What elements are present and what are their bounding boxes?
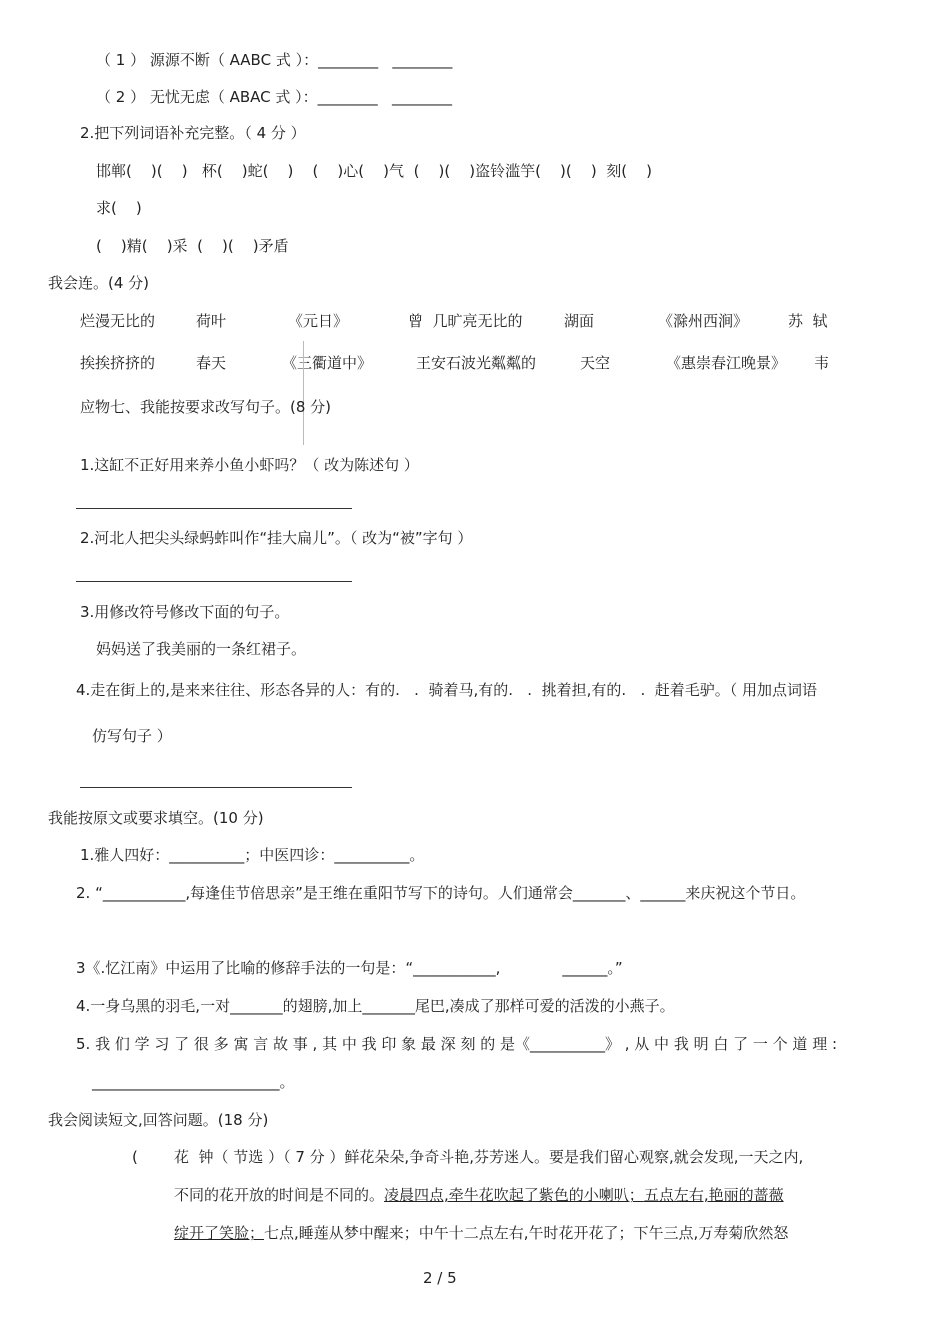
match-r2-c2: 春天 — [196, 354, 227, 372]
reading-line-3 — [174, 1223, 788, 1243]
match-r2-c3: 《三衢道中》 — [282, 354, 373, 372]
fill-q2: 2. “___________,每逢佳节倍思亲”是王维在重阳节写下的诗句。人们通常会_______、______来庆祝这个节日。 — [76, 884, 806, 902]
match-r2-c6: 《惠崇春江晚景》 — [666, 354, 787, 372]
q2-row3: ( )精( )采 ( )( )矛盾 — [96, 237, 289, 255]
q2-row2: 求( ) — [96, 199, 142, 217]
rewrite-q1: 1.这缸不正好用来养小鱼小虾吗？（ 改为陈述句 ） — [80, 456, 419, 474]
match-r2-c1: 挨挨挤挤的 — [80, 354, 156, 372]
q2-row1: 邯郸( )( ) 杯( )蛇( ) ( )心( )气 ( )( )盗铃滥竽( )( ) 刻( ) — [96, 162, 652, 180]
match-r1-c3: 《元日》 — [288, 312, 349, 330]
match-r1-c6: 《滁州西涧》 — [658, 312, 749, 330]
match-r2-c4: 王安石波光粼粼的 — [416, 354, 537, 372]
match-row3: 应物七、我能按要求改写句子。(8 分) — [80, 398, 332, 416]
fill-q5: 5. 我 们 学 习 了 很 多 寓 言 故 事 , 其 中 我 印 象 最 深 刻 的 是《__________》 , 从 中 我 明 白 了 一 个 道 理 : — [76, 1035, 838, 1053]
match-title: 我会连。(4 分) — [48, 274, 150, 292]
match-r1-c7: 苏 轼 — [788, 312, 828, 330]
match-r2-c5: 天空 — [580, 354, 611, 372]
page-number: 2 / 5 — [423, 1269, 457, 1287]
reading-line-2-underlined-a: 凌晨四点,牵牛花吹起了紫色的小喇叭 — [384, 1186, 629, 1204]
reading-line-3-plain: 七点,睡莲从梦中醒来；中午十二点左右,午时花开花了；下午三点,万寿菊欣然怒 — [264, 1224, 789, 1242]
rewrite-q3: 3.用修改符号修改下面的句子。 — [80, 603, 290, 621]
fill-q4: 4.一身乌黑的羽毛,一对_______的翅膀,加上_______尾巴,凑成了那样可爱的活泼的小燕子。 — [76, 997, 675, 1015]
fill-q5-cont: _________________________。 — [92, 1073, 295, 1091]
reading-line-2-underlined-b: 五点左右,艳丽的蔷薇 — [643, 1186, 784, 1204]
fill-q1: 1.雅人四好：__________；中医四诊：__________。 — [80, 846, 425, 864]
answer-line-2[interactable] — [76, 581, 352, 582]
answer-line-1[interactable] — [76, 508, 352, 509]
match-r1-c5: 湖面 — [564, 312, 595, 330]
fill-q3: 3《.忆江南》中运用了比喻的修辞手法的一句是：“___________, ______。” — [76, 959, 623, 977]
match-r1-c2: 荷叶 — [196, 312, 227, 330]
q2-title: 2.把下列词语补充完整。（ 4 分 ） — [80, 124, 306, 142]
idiom-line-1: （ 1 ） 源源不断（ AABC 式 ）：________ ________ — [96, 51, 453, 69]
reading-title: 我会阅读短文,回答问题。(18 分) — [48, 1111, 269, 1129]
reading-line-3-underlined: 绽开了笑脸； — [174, 1224, 265, 1242]
reading-line-2-sep: ； — [628, 1186, 644, 1204]
reading-paren: ( — [132, 1148, 138, 1166]
fill-title: 我能按原文或要求填空。(10 分) — [48, 809, 264, 827]
rewrite-q4-cont: 仿写句子 ） — [92, 727, 172, 745]
reading-line-2-plain: 不同的花开放的时间是不同的。 — [174, 1186, 385, 1204]
reading-line-1: 花 钟（ 节选 ）（ 7 分 ）鲜花朵朵,争奇斗艳,芬芳迷人。要是我们留心观察,就会发现,一天之内, — [174, 1148, 804, 1166]
rewrite-q2: 2.河北人把尖头绿蚂蚱叫作“挂大扁儿”。（ 改为“被”字句 ） — [80, 529, 473, 547]
match-r1-c4: 曾 几旷亮无比的 — [408, 312, 523, 330]
idiom-line-2: （ 2 ） 无忧无虑（ ABAC 式 ）：________ ________ — [96, 88, 452, 106]
match-r1-c1: 烂漫无比的 — [80, 312, 156, 330]
match-r2-c7: 韦 — [814, 354, 830, 372]
answer-line-3[interactable] — [80, 787, 352, 788]
rewrite-q4: 4.走在街上的,是来来往往、形态各异的人：有的. . 骑着马,有的. . 挑着担,有的. . 赶着毛驴。（ 用加点词语 — [76, 681, 818, 699]
vertical-divider — [303, 341, 304, 445]
rewrite-q3-sentence: 妈妈送了我美丽的一条红裙子。 — [96, 640, 307, 658]
reading-line-2 — [174, 1185, 784, 1205]
